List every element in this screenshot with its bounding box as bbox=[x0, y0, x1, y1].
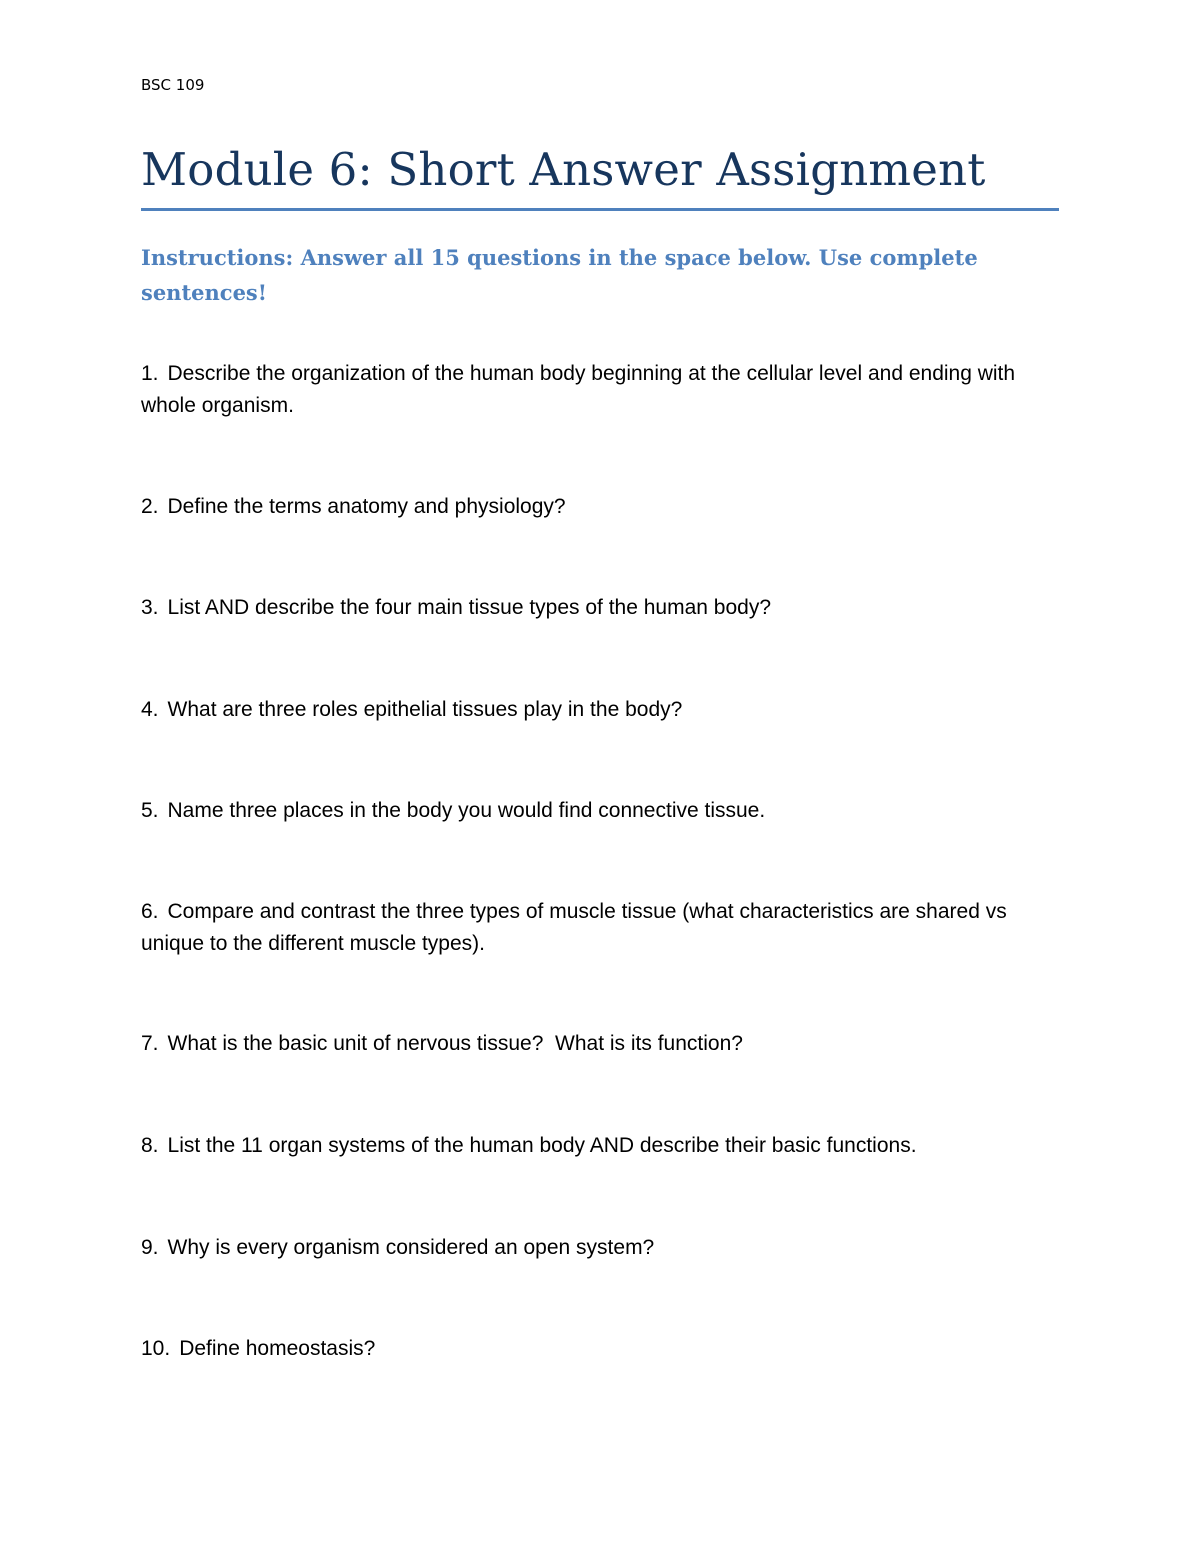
question-text: Describe the organization of the human body beginning at the cellular level and ending with whole organism. bbox=[141, 362, 1016, 417]
question-number: 5. bbox=[141, 799, 159, 822]
question-number: 8. bbox=[141, 1134, 159, 1157]
question-text: Compare and contrast the three types of muscle tissue (what characteristics are shared vs unique to the different muscle types). bbox=[141, 900, 1007, 955]
question-item bbox=[141, 896, 1041, 960]
question-item bbox=[141, 592, 1041, 624]
question-number: 2. bbox=[141, 495, 159, 518]
question-text: Define homeostasis? bbox=[179, 1337, 376, 1360]
question-item bbox=[141, 1232, 1041, 1264]
instructions-text: Instructions: Answer all 15 questions in the space below. Use complete sentences! bbox=[141, 245, 978, 305]
question-item bbox=[141, 491, 1041, 523]
course-header: BSC 109 bbox=[141, 76, 205, 94]
title-underline-divider bbox=[141, 208, 1059, 211]
question-item bbox=[141, 1333, 1041, 1365]
question-text: Why is every organism considered an open system? bbox=[167, 1236, 655, 1259]
page-title: Module 6: Short Answer Assignment bbox=[141, 143, 986, 196]
question-item bbox=[141, 795, 1041, 827]
question-number: 7. bbox=[141, 1032, 159, 1055]
question-number: 10. bbox=[141, 1337, 171, 1360]
question-item bbox=[141, 358, 1041, 422]
question-number: 1. bbox=[141, 362, 159, 385]
question-number: 4. bbox=[141, 698, 159, 721]
question-text: Name three places in the body you would find connective tissue. bbox=[167, 799, 766, 822]
question-number: 3. bbox=[141, 596, 159, 619]
question-text: What is the basic unit of nervous tissue? What is its function? bbox=[167, 1032, 743, 1055]
question-number: 6. bbox=[141, 900, 159, 923]
question-item bbox=[141, 694, 1041, 726]
question-item bbox=[141, 1028, 1041, 1060]
question-text: List AND describe the four main tissue types of the human body? bbox=[167, 596, 772, 619]
question-text: List the 11 organ systems of the human body AND describe their basic functions. bbox=[167, 1134, 917, 1157]
question-item bbox=[141, 1130, 1041, 1162]
question-number: 9. bbox=[141, 1236, 159, 1259]
question-text: Define the terms anatomy and physiology? bbox=[167, 495, 566, 518]
question-text: What are three roles epithelial tissues play in the body? bbox=[167, 698, 683, 721]
